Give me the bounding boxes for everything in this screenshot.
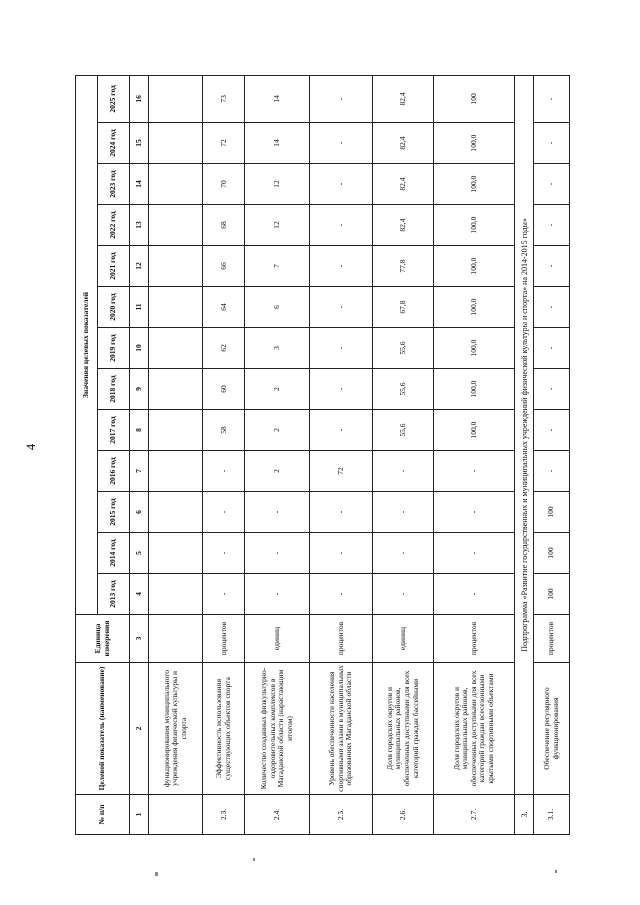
column-number: 1: [130, 795, 149, 835]
indicator-name: функционирования муниципального учреждения физической культуры и спорта: [149, 663, 203, 795]
value-cell: 55,6: [373, 410, 434, 451]
year-header: 2020 год: [98, 287, 130, 328]
value-cell: [149, 533, 203, 574]
column-number: 14: [130, 164, 149, 205]
value-cell: 77,8: [373, 246, 434, 287]
value-cell: 100: [433, 75, 515, 122]
value-cell: 14: [245, 75, 310, 122]
value-cell: 6: [245, 287, 310, 328]
year-header: 2025 год: [98, 75, 130, 122]
value-cell: -: [310, 369, 373, 410]
table-row: [310, 75, 373, 834]
value-cell: -: [534, 246, 570, 287]
value-cell: -: [245, 533, 310, 574]
row-number: 2.4.: [245, 795, 310, 835]
value-cell: -: [534, 205, 570, 246]
year-header: 2024 год: [98, 123, 130, 164]
year-header: 2013 год: [98, 574, 130, 615]
value-cell: 14: [245, 123, 310, 164]
value-cell: -: [373, 574, 434, 615]
column-number: 6: [130, 492, 149, 533]
value-cell: -: [433, 492, 515, 533]
subprogram-row: [515, 75, 534, 834]
rotated-table-content: [75, 75, 570, 835]
value-cell: 100,0: [433, 123, 515, 164]
scan-mark: [555, 870, 557, 873]
year-header: 2014 год: [98, 533, 130, 574]
value-cell: -: [203, 574, 245, 615]
year-header: 2015 год: [98, 492, 130, 533]
value-cell: -: [310, 164, 373, 205]
value-cell: -: [203, 451, 245, 492]
value-cell: -: [534, 328, 570, 369]
value-cell: 12: [245, 205, 310, 246]
column-number: 10: [130, 328, 149, 369]
table-row: [534, 75, 570, 834]
value-cell: -: [310, 492, 373, 533]
row-number: 2.5.: [310, 795, 373, 835]
value-cell: -: [245, 492, 310, 533]
value-cell: 7: [245, 246, 310, 287]
header-num: № п/п: [76, 795, 130, 835]
value-cell: [149, 287, 203, 328]
value-cell: 55,6: [373, 369, 434, 410]
value-cell: -: [310, 123, 373, 164]
value-cell: 64: [203, 287, 245, 328]
value-cell: [149, 410, 203, 451]
indicator-name: Уровень обеспеченности населения спортивными залами в муниципальных образованиях Магаданской области: [310, 663, 373, 795]
value-cell: 2: [245, 451, 310, 492]
row-number: 2.6.: [373, 795, 434, 835]
value-cell: 60: [203, 369, 245, 410]
column-number: 16: [130, 75, 149, 122]
value-cell: 68: [203, 205, 245, 246]
value-cell: [149, 574, 203, 615]
value-cell: [149, 75, 203, 122]
column-number: 15: [130, 123, 149, 164]
year-header: 2018 год: [98, 369, 130, 410]
value-cell: [149, 492, 203, 533]
value-cell: 82,4: [373, 75, 434, 122]
year-header: 2022 год: [98, 205, 130, 246]
table-row: [373, 75, 434, 834]
header-unit: Единица измерения: [76, 615, 130, 663]
value-cell: [149, 328, 203, 369]
target-indicators-table: [75, 75, 570, 835]
scan-mark: [253, 858, 255, 861]
row-number: [149, 795, 203, 835]
year-header: 2017 год: [98, 410, 130, 451]
value-cell: 66: [203, 246, 245, 287]
value-cell: 70: [203, 164, 245, 205]
column-number: 3: [130, 615, 149, 663]
value-cell: -: [310, 574, 373, 615]
value-cell: -: [310, 246, 373, 287]
value-cell: 73: [203, 75, 245, 122]
column-number: 5: [130, 533, 149, 574]
row-number: 2.3.: [203, 795, 245, 835]
value-cell: -: [310, 287, 373, 328]
value-cell: -: [433, 451, 515, 492]
value-cell: 100,0: [433, 328, 515, 369]
value-cell: 62: [203, 328, 245, 369]
header-values: Значения целевых показателей: [76, 75, 98, 614]
table-row: [433, 75, 515, 834]
unit-cell: процентов: [310, 615, 373, 663]
value-cell: 3: [245, 328, 310, 369]
value-cell: -: [433, 533, 515, 574]
row-number: 3.1.: [534, 795, 570, 835]
value-cell: -: [534, 123, 570, 164]
column-number: 13: [130, 205, 149, 246]
value-cell: [149, 205, 203, 246]
unit-cell: процентов: [433, 615, 515, 663]
unit-cell: процентов: [203, 615, 245, 663]
value-cell: 100: [534, 574, 570, 615]
value-cell: -: [433, 574, 515, 615]
year-header: 2021 год: [98, 246, 130, 287]
value-cell: -: [310, 75, 373, 122]
value-cell: 72: [203, 123, 245, 164]
column-number: 4: [130, 574, 149, 615]
column-number: 11: [130, 287, 149, 328]
value-cell: [149, 246, 203, 287]
subprogram-number: 3.: [515, 795, 534, 835]
value-cell: [149, 451, 203, 492]
value-cell: 82,4: [373, 205, 434, 246]
value-cell: 100: [534, 492, 570, 533]
column-number: 2: [130, 663, 149, 795]
value-cell: 12: [245, 164, 310, 205]
value-cell: -: [373, 492, 434, 533]
column-number: 9: [130, 369, 149, 410]
value-cell: 100,0: [433, 205, 515, 246]
column-number-row: [130, 75, 149, 834]
value-cell: -: [534, 410, 570, 451]
value-cell: [149, 369, 203, 410]
subprogram-title: Подпрограмма «Развитие государственных и муниципальных учреждений физической культуры и спорта» на 2014-2015 годы»: [515, 75, 534, 794]
value-cell: 100,0: [433, 246, 515, 287]
value-cell: 100,0: [433, 410, 515, 451]
value-cell: 67,8: [373, 287, 434, 328]
value-cell: -: [310, 533, 373, 574]
value-cell: 2: [245, 369, 310, 410]
value-cell: 100,0: [433, 287, 515, 328]
indicator-name: Доля городских округов и муниципальных районов, обеспеченных доступными для всех категорий граждан бассейнами: [373, 663, 434, 795]
unit-cell: единиц: [245, 615, 310, 663]
table-body: [149, 75, 570, 834]
indicator-name: Обеспечение регулярного функционирования: [534, 663, 570, 795]
page-number: 4: [23, 443, 38, 451]
indicator-name: Доля городских округов и муниципальных районов, обеспеченных доступными для всех категорий граждан всесезонными крытыми спортивными объектами: [433, 663, 515, 795]
unit-cell: [149, 615, 203, 663]
indicator-name: Количество созданных физкультурно-оздоровительных комплексов в Магаданской области (нарастающим итогом): [245, 663, 310, 795]
value-cell: -: [534, 451, 570, 492]
value-cell: -: [534, 369, 570, 410]
value-cell: 100,0: [433, 369, 515, 410]
table-row: [203, 75, 245, 834]
year-header: 2023 год: [98, 164, 130, 205]
rotated-table-wrapper: [75, 75, 570, 835]
table-row: [245, 75, 310, 834]
value-cell: 58: [203, 410, 245, 451]
column-number: 7: [130, 451, 149, 492]
value-cell: 55,6: [373, 328, 434, 369]
value-cell: -: [203, 533, 245, 574]
value-cell: 100,0: [433, 164, 515, 205]
unit-cell: единиц: [373, 615, 434, 663]
value-cell: -: [373, 533, 434, 574]
value-cell: -: [245, 574, 310, 615]
year-header: 2019 год: [98, 328, 130, 369]
value-cell: -: [534, 164, 570, 205]
value-cell: 72: [310, 451, 373, 492]
value-cell: -: [310, 328, 373, 369]
row-number: 2.7.: [433, 795, 515, 835]
value-cell: -: [203, 492, 245, 533]
value-cell: -: [310, 205, 373, 246]
header-indicator: Целевой показатель (наименование): [76, 663, 130, 795]
indicator-name: Эффективность использования существующих объектов спорта: [203, 663, 245, 795]
value-cell: 100: [534, 533, 570, 574]
value-cell: 82,4: [373, 164, 434, 205]
value-cell: 2: [245, 410, 310, 451]
table-row: [149, 75, 203, 834]
value-cell: -: [310, 410, 373, 451]
year-header: 2016 год: [98, 451, 130, 492]
column-number: 12: [130, 246, 149, 287]
value-cell: -: [373, 451, 434, 492]
value-cell: [149, 164, 203, 205]
unit-cell: процентов: [534, 615, 570, 663]
value-cell: -: [534, 75, 570, 122]
value-cell: [149, 123, 203, 164]
scan-mark: [155, 872, 158, 876]
value-cell: -: [534, 287, 570, 328]
column-number: 8: [130, 410, 149, 451]
value-cell: 82,4: [373, 123, 434, 164]
